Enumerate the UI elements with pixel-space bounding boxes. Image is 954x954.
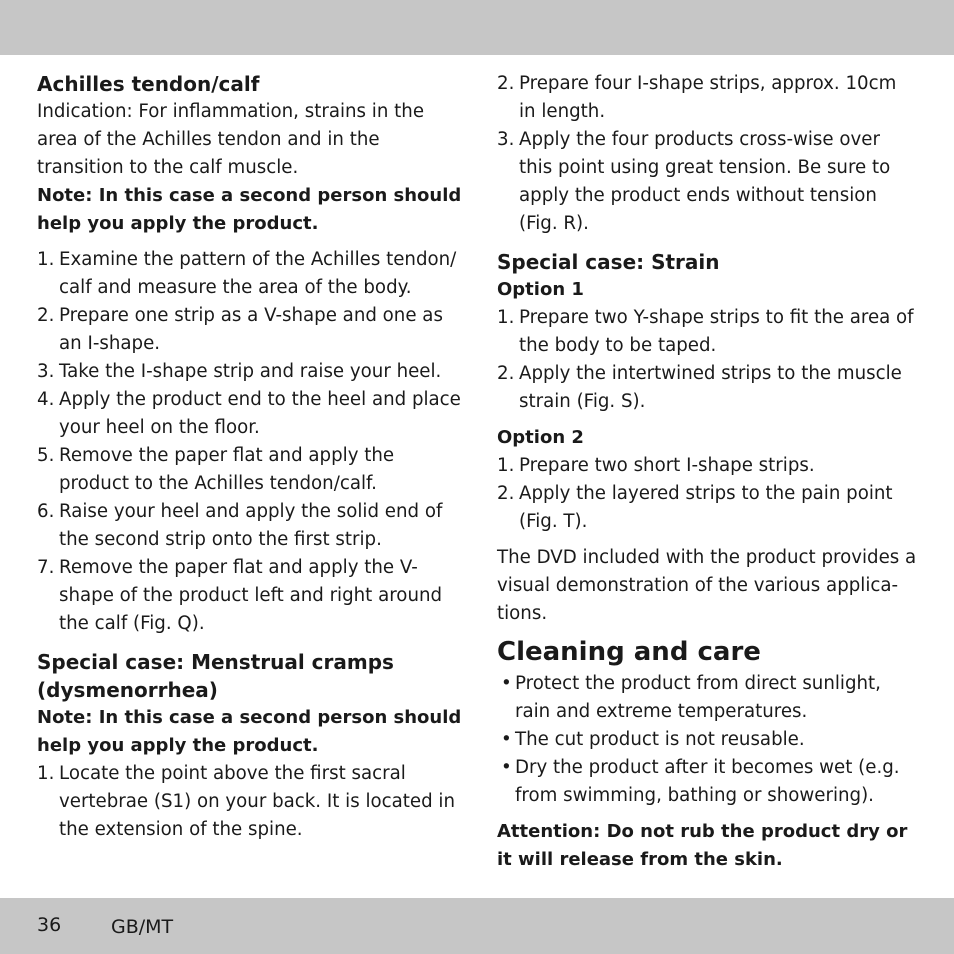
menstrual-steps-continued <box>497 70 917 238</box>
list-item: • Protect the product from direct sunlight, rain and extreme temperatures. <box>501 673 881 722</box>
attention-note: Attention: Do not rub the product dry or it will release from the skin. <box>497 821 908 870</box>
list-item: 2. Apply the intertwined strips to the muscle strain (Fig. S). <box>497 363 902 412</box>
section-heading-cleaning: Cleaning and care <box>497 637 761 667</box>
list-item: 1. Examine the pattern of the Achilles tendon/ calf and measure the area of the body. <box>37 249 457 298</box>
list-item: 2. Prepare one strip as a V-shape and one as an I-shape. <box>37 305 443 354</box>
list-item: • Dry the product after it becomes wet (e.g. from swimming, bathing or showering). <box>501 757 900 806</box>
option-1-heading: Option 1 <box>497 279 584 300</box>
page-number: 36 <box>37 914 62 936</box>
right-column <box>497 70 917 874</box>
list-item: 6. Raise your heel and apply the solid end of the second strip onto the first strip. <box>37 501 443 550</box>
list-item: 4. Apply the product end to the heel and place your heel on the floor. <box>37 389 461 438</box>
dvd-text: The DVD included with the product provides a visual demonstration of the various applica- tions. <box>497 547 917 624</box>
achilles-steps <box>37 246 465 638</box>
helper-note: Note: In this case a second person should help you apply the product. <box>37 185 462 234</box>
list-item: 7. Remove the paper flat and apply the V-shape of the product left and right around the calf (Fig. Q). <box>37 557 443 634</box>
option-2-steps <box>497 452 917 536</box>
option-1-steps <box>497 304 917 416</box>
list-item: 1. Locate the point above the first sacral vertebrae (S1) on your back. It is located in the extension of the spine. <box>37 763 456 840</box>
list-item: • The cut product is not reusable. <box>501 729 805 750</box>
list-item: 1. Prepare two Y-shape strips to fit the area of the body to be taped. <box>497 307 914 356</box>
indication-text: Indication: For inflammation, strains in the area of the Achilles tendon and in the transition to the calf muscle. <box>37 101 425 178</box>
list-item: 3. Take the I-shape strip and raise your heel. <box>37 361 442 382</box>
header-band <box>0 0 954 55</box>
list-item: 2. Apply the layered strips to the pain point (Fig. T). <box>497 483 893 532</box>
option-2-heading: Option 2 <box>497 427 584 448</box>
left-column <box>37 70 465 844</box>
menstrual-steps <box>37 760 465 844</box>
list-item: 3. Apply the four products cross-wise over this point using great tension. Be sure to apply the product ends without tension (Fig. R). <box>497 129 891 234</box>
section-heading-strain: Special case: Strain <box>497 250 720 274</box>
section-heading-menstrual: Special case: Menstrual cramps (dysmenorrhea) <box>37 650 394 702</box>
list-item: 5. Remove the paper flat and apply the product to the Achilles tendon/calf. <box>37 445 395 494</box>
list-item: 1. Prepare two short I-shape strips. <box>497 455 815 476</box>
cleaning-list <box>497 670 917 810</box>
section-heading-achilles: Achilles tendon/calf <box>37 72 260 96</box>
region-code: GB/MT <box>111 916 174 938</box>
helper-note-menstrual: Note: In this case a second person should help you apply the product. <box>37 707 462 756</box>
list-item: 2. Prepare four I-shape strips, approx. 10cm in length. <box>497 73 897 122</box>
